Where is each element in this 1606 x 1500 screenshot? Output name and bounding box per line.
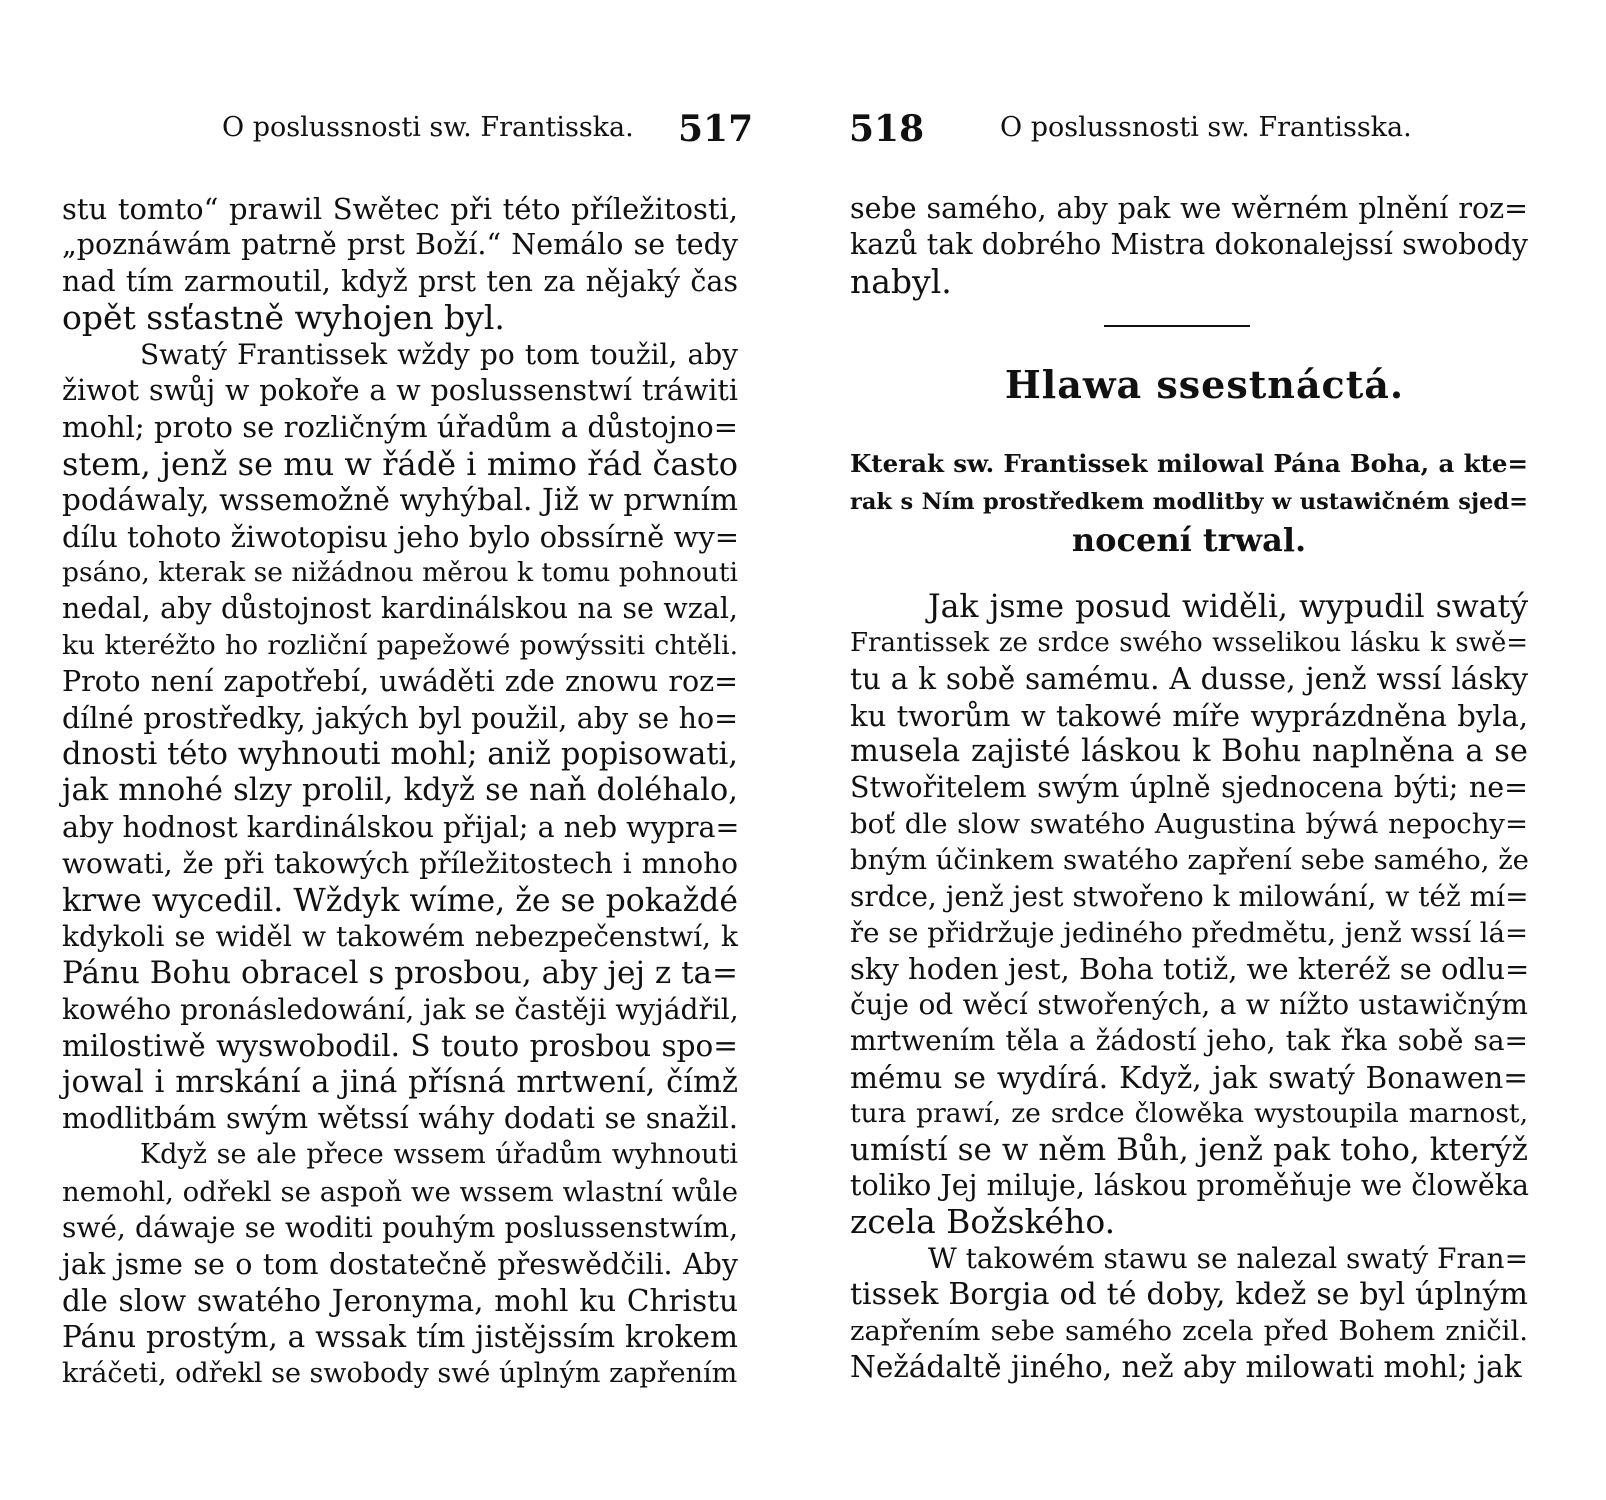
text-line: mému se wydírá. Když, jak swatý Bonawen=	[850, 1060, 1528, 1095]
text-line: Pánu Bohu obracel s prosbou, aby jej z ta=	[62, 955, 738, 992]
chapter-title: Hlawa ssestnáctá.	[1004, 362, 1405, 407]
right-page	[803, 0, 1606, 1500]
text-line: zcela Božského.	[850, 1202, 1116, 1242]
text-line: opět ssťastně wyhojen byl.	[62, 298, 505, 338]
text-line: stem, jenž se mu w řádě i mimo řád často	[62, 444, 738, 483]
text-line: kdykoli se widěl w takowém nebezpečenstwí, k	[62, 920, 738, 953]
text-line: milostiwě wyswobodil. S touto prosbou spo=	[62, 1029, 738, 1064]
chapter-subtitle-line: rak s Ním prostředkem modlitby w ustawičném sjed=	[850, 489, 1528, 515]
text-line: ře se přidržuje jediného předmětu, jenž wssí lá=	[850, 916, 1529, 949]
text-line: kowého pronásledowání, jak se častěji wyjádřil,	[62, 992, 739, 1026]
left-page-number: 517	[678, 108, 754, 150]
chapter-subtitle-line: Kterak sw. Frantissek milowal Pána Boha, a kte=	[850, 449, 1528, 478]
text-line: jak jsme se o tom dostatečně přeswědčili. Aby	[62, 1247, 738, 1281]
right-running-head: O poslussnosti sw. Frantisska.	[1000, 112, 1412, 143]
text-line: ku tworům w takowé míře wyprázdněna byla,	[850, 698, 1528, 733]
text-line: nad tím zarmoutil, když prst ten za nějaký čas	[62, 264, 738, 298]
text-line: Stwořitelem swým úplně sjednocena býti; ne=	[850, 771, 1528, 804]
text-line: boť dle slow swatého Augustina býwá nepochy=	[850, 808, 1528, 841]
text-line: „poznáwám patrně prst Boží.“ Nemálo se tedy	[62, 228, 738, 262]
text-line: srdce, jenž jest stwořeno k milowání, w též mí=	[850, 879, 1529, 913]
text-line: sebe samého, aby pak we wěrném plnění roz=	[850, 192, 1528, 225]
text-line: Swatý Frantissek wždy po tom toužil, aby	[140, 337, 738, 371]
text-line: jowal i mrskání a jiná přísná mrtwení, čímž	[62, 1064, 738, 1100]
section-divider-rule	[1104, 325, 1250, 327]
text-line: nemohl, odřekl se aspoň we wssem wlastní wůle	[62, 1175, 738, 1208]
text-line: wowati, že při takowých příležitostech i mnoho	[62, 847, 738, 881]
text-line: Frantissek ze srdce swého wsselikou lásku k swě=	[850, 628, 1528, 659]
text-line: nabyl.	[850, 261, 952, 301]
text-line: mrtwením těla a žádostí jeho, tak řka sobě sa=	[850, 1024, 1528, 1058]
text-line: tura prawí, ze srdce člowěka wystoupila marnost,	[850, 1097, 1528, 1129]
text-line: kráčeti, odřekl se swobody swé úplným zapřením	[62, 1357, 738, 1389]
text-line: Jak jsme posud widěli, wypudil swatý	[928, 589, 1528, 625]
text-line: toliko Jej miluje, láskou proměňuje we člowěka	[850, 1169, 1529, 1203]
text-line: Proto není zapotřebí, uwáděti zde znowu roz=	[62, 665, 738, 699]
chapter-subtitle-line: nocení trwal.	[1071, 521, 1307, 559]
text-line: Když se ale přece wssem úřadům wyhnouti	[140, 1139, 738, 1171]
text-line: aby hodnost kardinálskou přijal; a neb wypra=	[62, 810, 740, 844]
text-line: mohl; proto se rozličným úřadům a důstojno=	[62, 410, 738, 445]
text-line: kazů tak dobrého Mistra dokonalejssí swobody	[850, 228, 1528, 262]
text-line: dílné prostředky, jakých byl použil, aby se ho=	[62, 701, 738, 735]
text-line: swé, dáwaje se woditi pouhým poslussenstwím,	[62, 1211, 738, 1245]
text-line: Pánu prostým, a wssak tím jistějssím krokem	[62, 1320, 738, 1355]
text-line: modlitbám swým wětssí wáhy dodati se snažil.	[62, 1102, 738, 1135]
text-line: umístí se w něm Bůh, jenž pak toho, kterýž	[850, 1132, 1528, 1168]
text-line: sky hoden jest, Boha totiž, we kteréž se odlu=	[850, 952, 1530, 986]
text-line: jak mnohé slzy prolil, když se naň doléhalo,	[62, 773, 738, 809]
chapter-subtitle	[850, 445, 1528, 559]
text-line: bným účinkem swatého zapření sebe samého, že	[850, 844, 1529, 877]
text-line: psáno, kterak se nižádnou měrou k tomu pohnouti	[62, 557, 738, 588]
text-line: dnosti této wyhnouti mohl; aniž popisowati,	[62, 737, 738, 772]
text-line: dle slow swatého Jeronyma, mohl ku Christu	[62, 1284, 738, 1318]
text-line: ku kteréžto ho rozliční papežowé powýssiti chtěli.	[62, 629, 738, 661]
text-line: tu a k sobě samému. A dusse, jenž wssí lásky	[850, 662, 1528, 697]
text-line: musela zajisté láskou k Bohu naplněna a se	[850, 733, 1528, 769]
right-page-number: 518	[849, 108, 925, 150]
text-line: podáwaly, wssemožně wyhýbal. Již w prwním	[62, 483, 738, 518]
text-line: Nežádaltě jiného, než aby milowati mohl; jak	[850, 1350, 1522, 1385]
text-line: W takowém stawu se nalezal swatý Fran=	[928, 1241, 1529, 1275]
text-line: nedal, aby důstojnost kardinálskou na se wzal,	[62, 592, 738, 626]
left-running-head: O poslussnosti sw. Frantisska.	[222, 112, 634, 143]
text-line: krwe wycedil. Wždyk wíme, že se pokaždé	[62, 882, 738, 919]
text-line: žiwot swůj w pokoře a w poslussenstwí tráwiti	[62, 374, 738, 407]
text-line: stu tomto“ prawil Swětec při této příležitosti,	[62, 192, 738, 226]
text-line: tissek Borgia od té doby, kdež se byl úplným	[850, 1276, 1528, 1312]
text-line: čuje od wěcí stwořených, a w nížto ustawičným	[850, 988, 1528, 1022]
text-line: zapřením sebe samého zcela před Bohem zničil.	[850, 1315, 1528, 1347]
text-line: dílu tohoto žiwotopisu jeho bylo obssírně wy=	[62, 519, 740, 554]
